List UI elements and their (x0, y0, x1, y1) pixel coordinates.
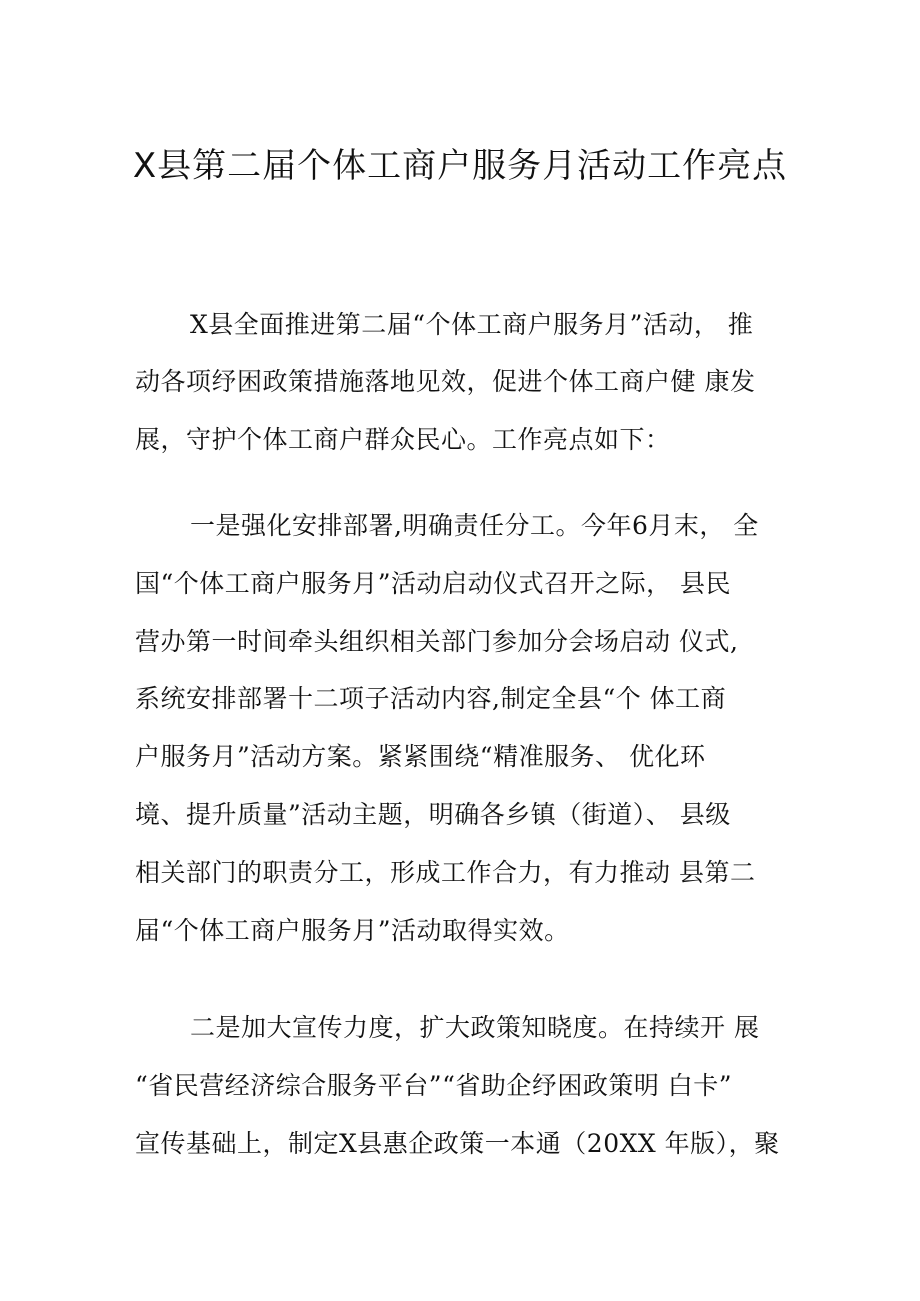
paragraph-2-line-8: 届“个体工商户服务月”活动取得实效。 (135, 916, 570, 945)
paragraph-2-line-3: 营办第一时间牵头组织相关部门参加分会场启动 仪式, (135, 627, 739, 656)
paragraph-2-line-4: 系统安排部署十二项子活动内容,制定全县“个 体工商 (135, 684, 727, 713)
paragraph-3-line-2: “省民营经济综合服务平台”“省助企纾困政策明 白卡” (135, 1071, 733, 1100)
paragraph-2-line-5: 户服务月”活动方案。紧紧围绕“精准服务、 优化环 (135, 742, 706, 771)
paragraph-2-line-2: 国“个体工商户服务月”活动启动仪式召开之际， 县民 (135, 569, 732, 598)
document-title: X县第二届个体工商户服务月活动工作亮点 (132, 146, 788, 186)
paragraph-2-line-1: 一是强化安排部署,明确责任分工。今年6月末， 全 (190, 511, 759, 540)
paragraph-1-line-2: 动各项纾困政策措施落地见效，促进个体工商户健 康发 (135, 367, 756, 396)
paragraph-2-line-7: 相关部门的职责分工，形成工作合力，有力推动 县第二 (135, 858, 756, 887)
paragraph-2-line-6: 境、提升质量”活动主题，明确各乡镇（街道）、 县级 (135, 800, 731, 829)
paragraph-3-line-1: 二是加大宣传力度，扩大政策知晓度。在持续开 展 (190, 1013, 760, 1042)
paragraph-1-line-1: X县全面推进第二届“个体工商户服务月”活动， 推 (190, 310, 754, 339)
paragraph-1-line-3: 展，守护个体工商户群众民心。工作亮点如下： (135, 425, 671, 454)
paragraph-3-line-3: 宣传基础上，制定X县惠企政策一本通（20XX 年版），聚 (135, 1129, 780, 1158)
